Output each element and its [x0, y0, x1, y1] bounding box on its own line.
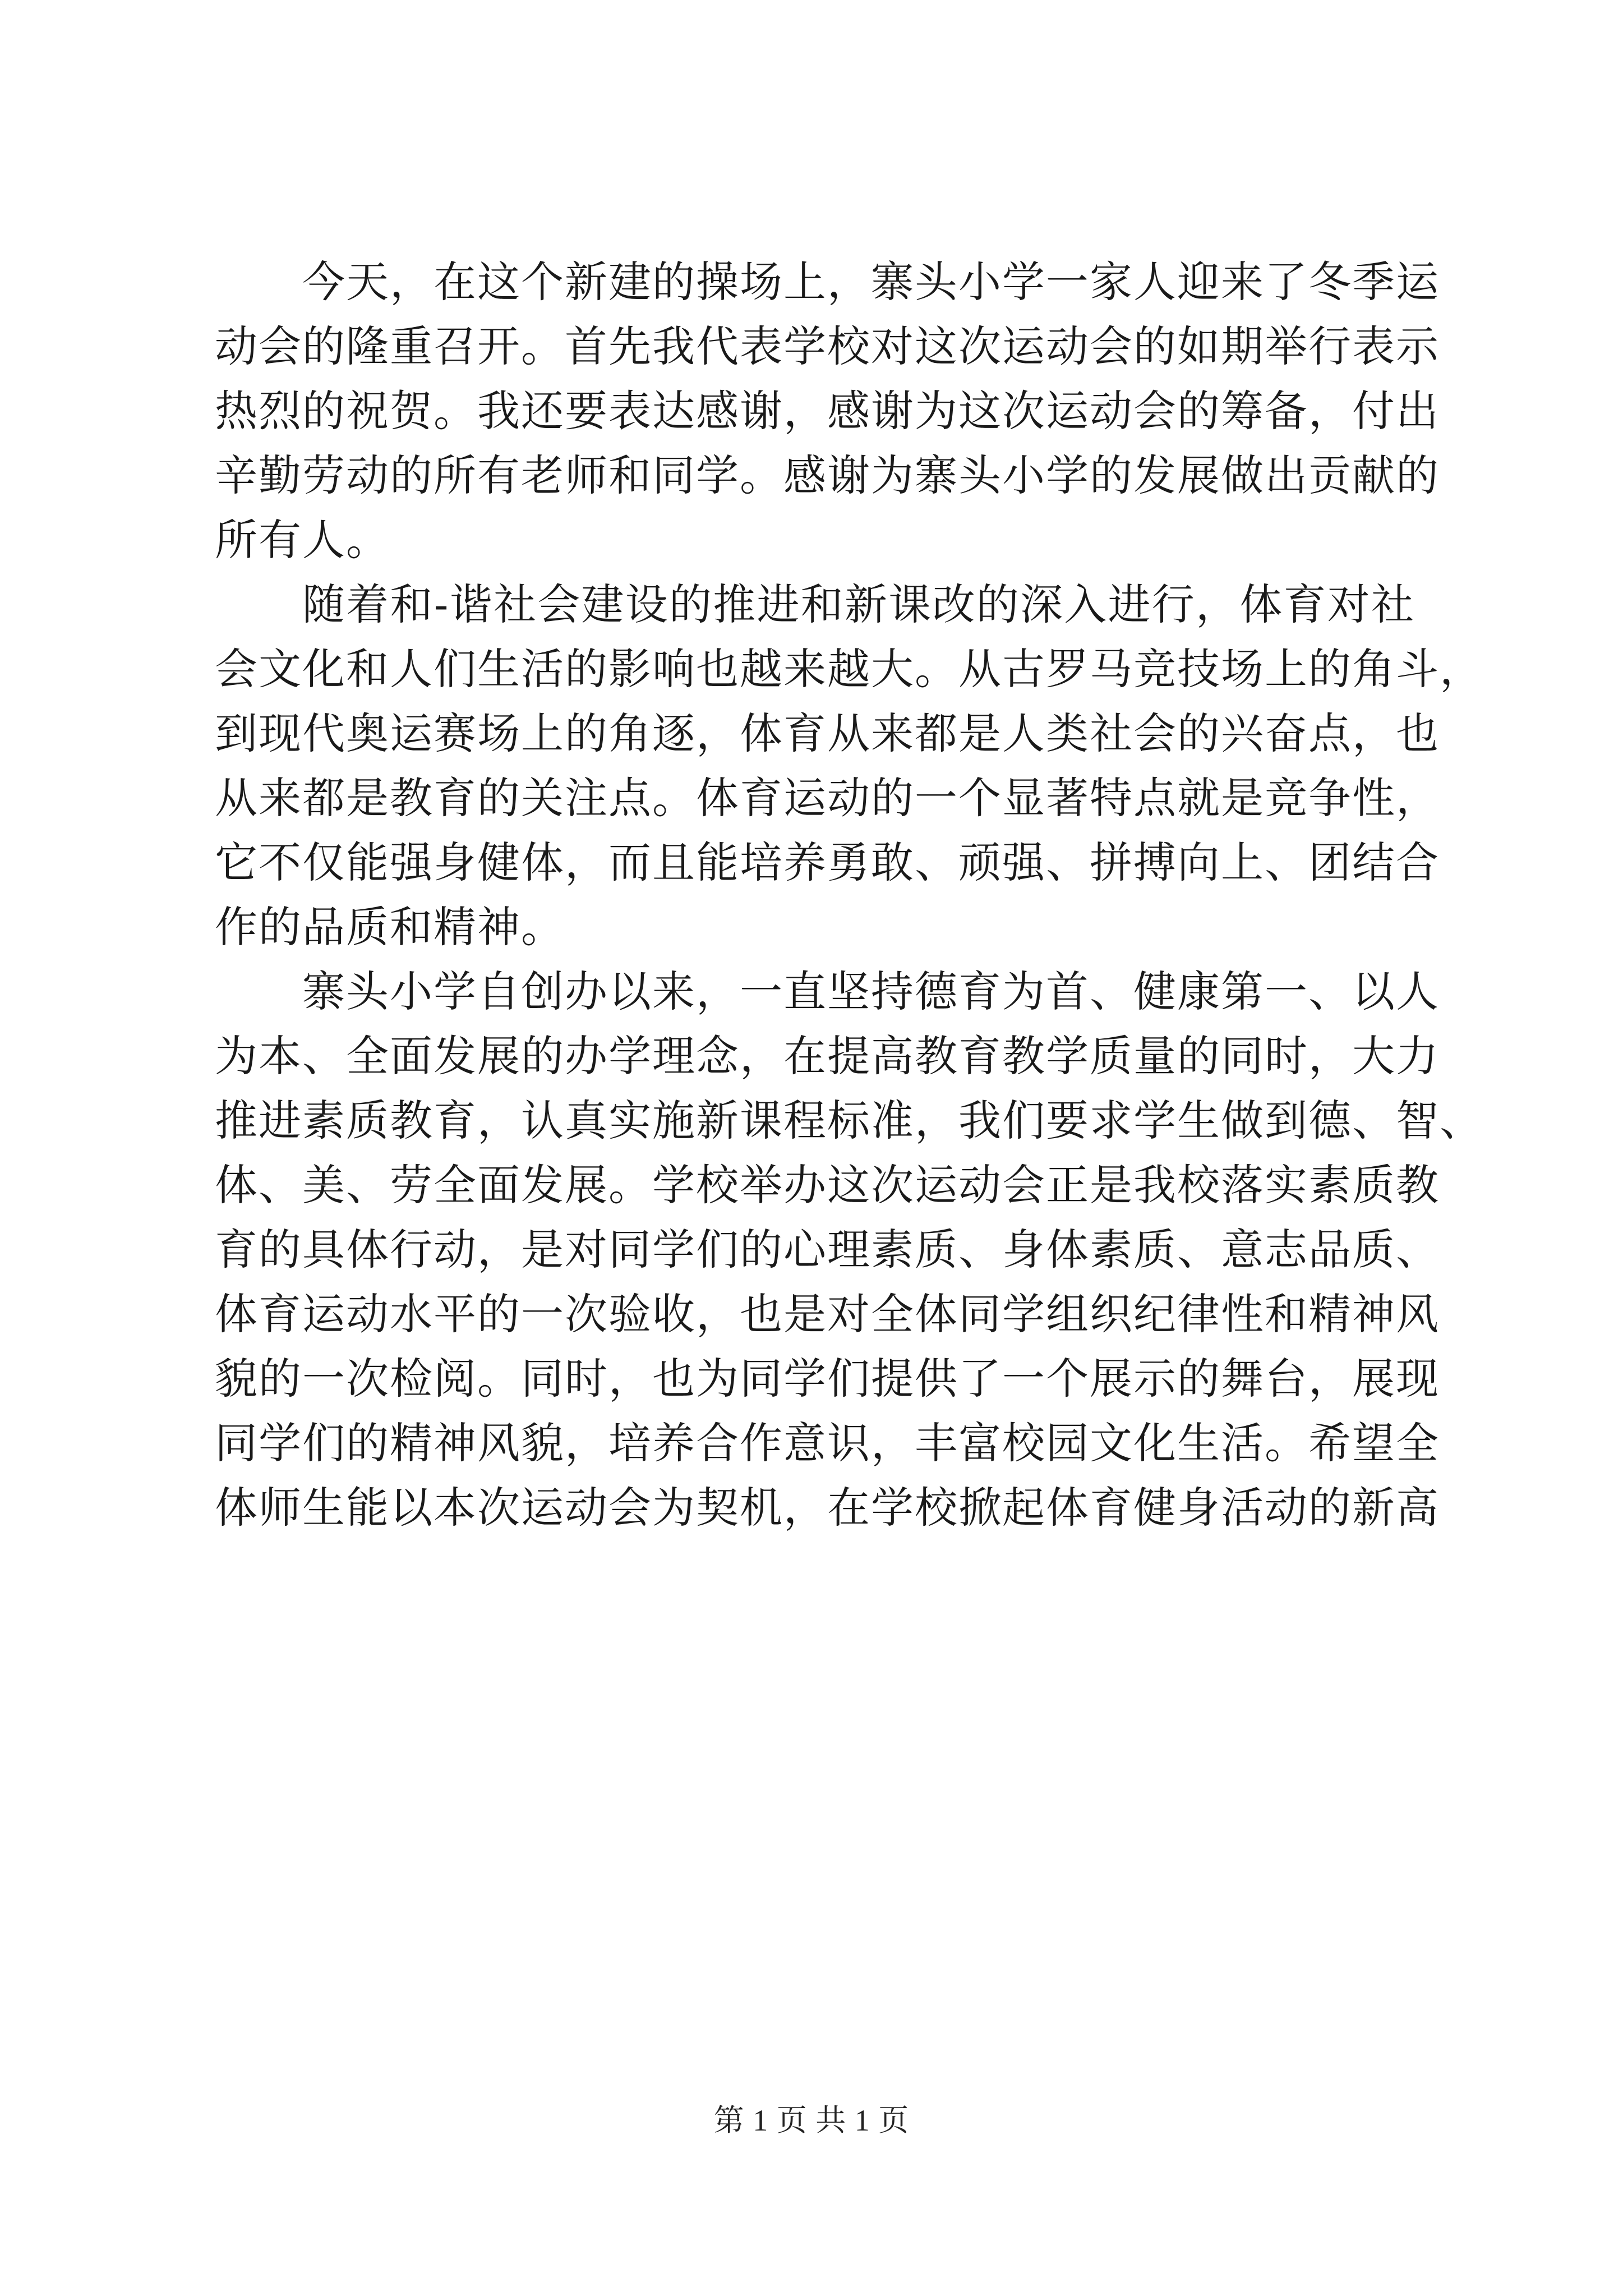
paragraph-line: 作的品质和精神。 — [215, 902, 565, 952]
paragraph-line: 它不仅能强身健体，而且能培养勇敢、顽强、拼搏向上、团结合 — [215, 838, 1440, 887]
paragraph-line: 所有人。 — [215, 515, 390, 565]
paragraph-line: 从来都是教育的关注点。体育运动的一个显著特点就是竞争性， — [215, 773, 1440, 823]
paragraph-line: 体、美、劳全面发展。学校举办这次运动会正是我校落实素质教 — [215, 1160, 1440, 1210]
paragraph-line: 会文化和人们生活的影响也越来越大。从古罗马竞技场上的角斗， — [215, 644, 1483, 694]
paragraph-line: 辛勤劳动的所有老师和同学。感谢为寨头小学的发展做出贡献的 — [215, 450, 1440, 500]
paragraph-line: 动会的隆重召开。首先我代表学校对这次运动会的如期举行表示 — [215, 321, 1440, 371]
paragraph-line: 体育运动水平的一次验收，也是对全体同学组织纪律性和精神风 — [215, 1289, 1440, 1339]
paragraph-line: 体师生能以本次运动会为契机，在学校掀起体育健身活动的新高 — [215, 1483, 1440, 1533]
paragraph-line: 为本、全面发展的办学理念，在提高教育教学质量的同时，大力 — [215, 1031, 1440, 1081]
paragraph-line: 今天，在这个新建的操场上，寨头小学一家人迎来了冬季运 — [302, 257, 1440, 307]
paragraph-line: 貌的一次检阅。同时，也为同学们提供了一个展示的舞台，展现 — [215, 1354, 1440, 1404]
paragraph-line: 热烈的祝贺。我还要表达感谢，感谢为这次运动会的筹备，付出 — [215, 386, 1440, 436]
document-body — [215, 250, 1483, 1540]
page-number-footer: 第 1 页 共 1 页 — [713, 2104, 910, 2137]
paragraph-line: 同学们的精神风貌，培养合作意识，丰富校园文化生活。希望全 — [215, 1418, 1440, 1468]
paragraph-line: 到现代奥运赛场上的角逐，体育从来都是人类社会的兴奋点，也 — [215, 708, 1440, 758]
paragraph-line: 寨头小学自创办以来，一直坚持德育为首、健康第一、以人 — [302, 967, 1440, 1016]
paragraph-line: 育的具体行动，是对同学们的心理素质、身体素质、意志品质、 — [215, 1225, 1440, 1274]
paragraph-line: 推进素质教育，认真实施新课程标准，我们要求学生做到德、智、 — [215, 1096, 1483, 1145]
paragraph-line: 随着和-谐社会建设的推进和新课改的深入进行，体育对社 — [302, 579, 1415, 629]
